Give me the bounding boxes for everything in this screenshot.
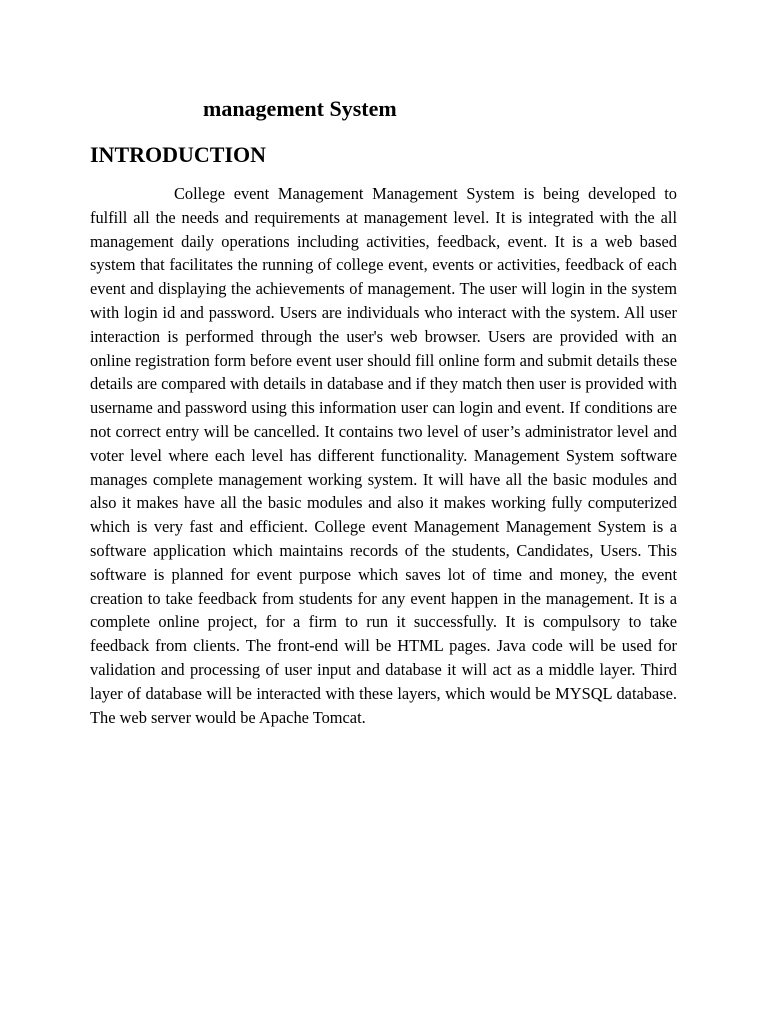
section-heading-introduction: INTRODUCTION xyxy=(90,142,267,167)
document-title: management System xyxy=(203,96,397,121)
introduction-paragraph: College event Management Management System is being developed to fulfill all the needs and requirements at management level. It is integrated with the all management daily operations including activities, feedback, event. It is a web based system that facilitates the running of college event, events or activities, feedback of each event and displaying the achievements of management. The user will login in the system with login id and password. Users are individuals who interact with the system. All user interaction is performed through the user's web browser. Users are provided with an online registration form before event user should fill online form and submit details these details are compared with details in database and if they match then user is provided with username and password using this information user can login and event. If conditions are not correct entry will be cancelled. It contains two level of user’s administrator level and voter level where each level has different functionality. Management System software manages complete management working system. It will have all the basic modules and also it makes have all the basic modules and also it makes working fully computerized which is very fast and efficient. College event Management Management System is a software application which maintains records of the students, Candidates, Users. This software is planned for event purpose which saves lot of time and money, the event creation to take feedback from students for any event happen in the management. It is a complete online project, for a firm to run it successfully. It is compulsory to take feedback from clients. The front-end will be HTML pages. Java code will be used for validation and processing of user input and database it will act as a middle layer. Third layer of database will be interacted with these layers, which would be MYSQL database. The web server would be Apache Tomcat. xyxy=(90,184,677,727)
